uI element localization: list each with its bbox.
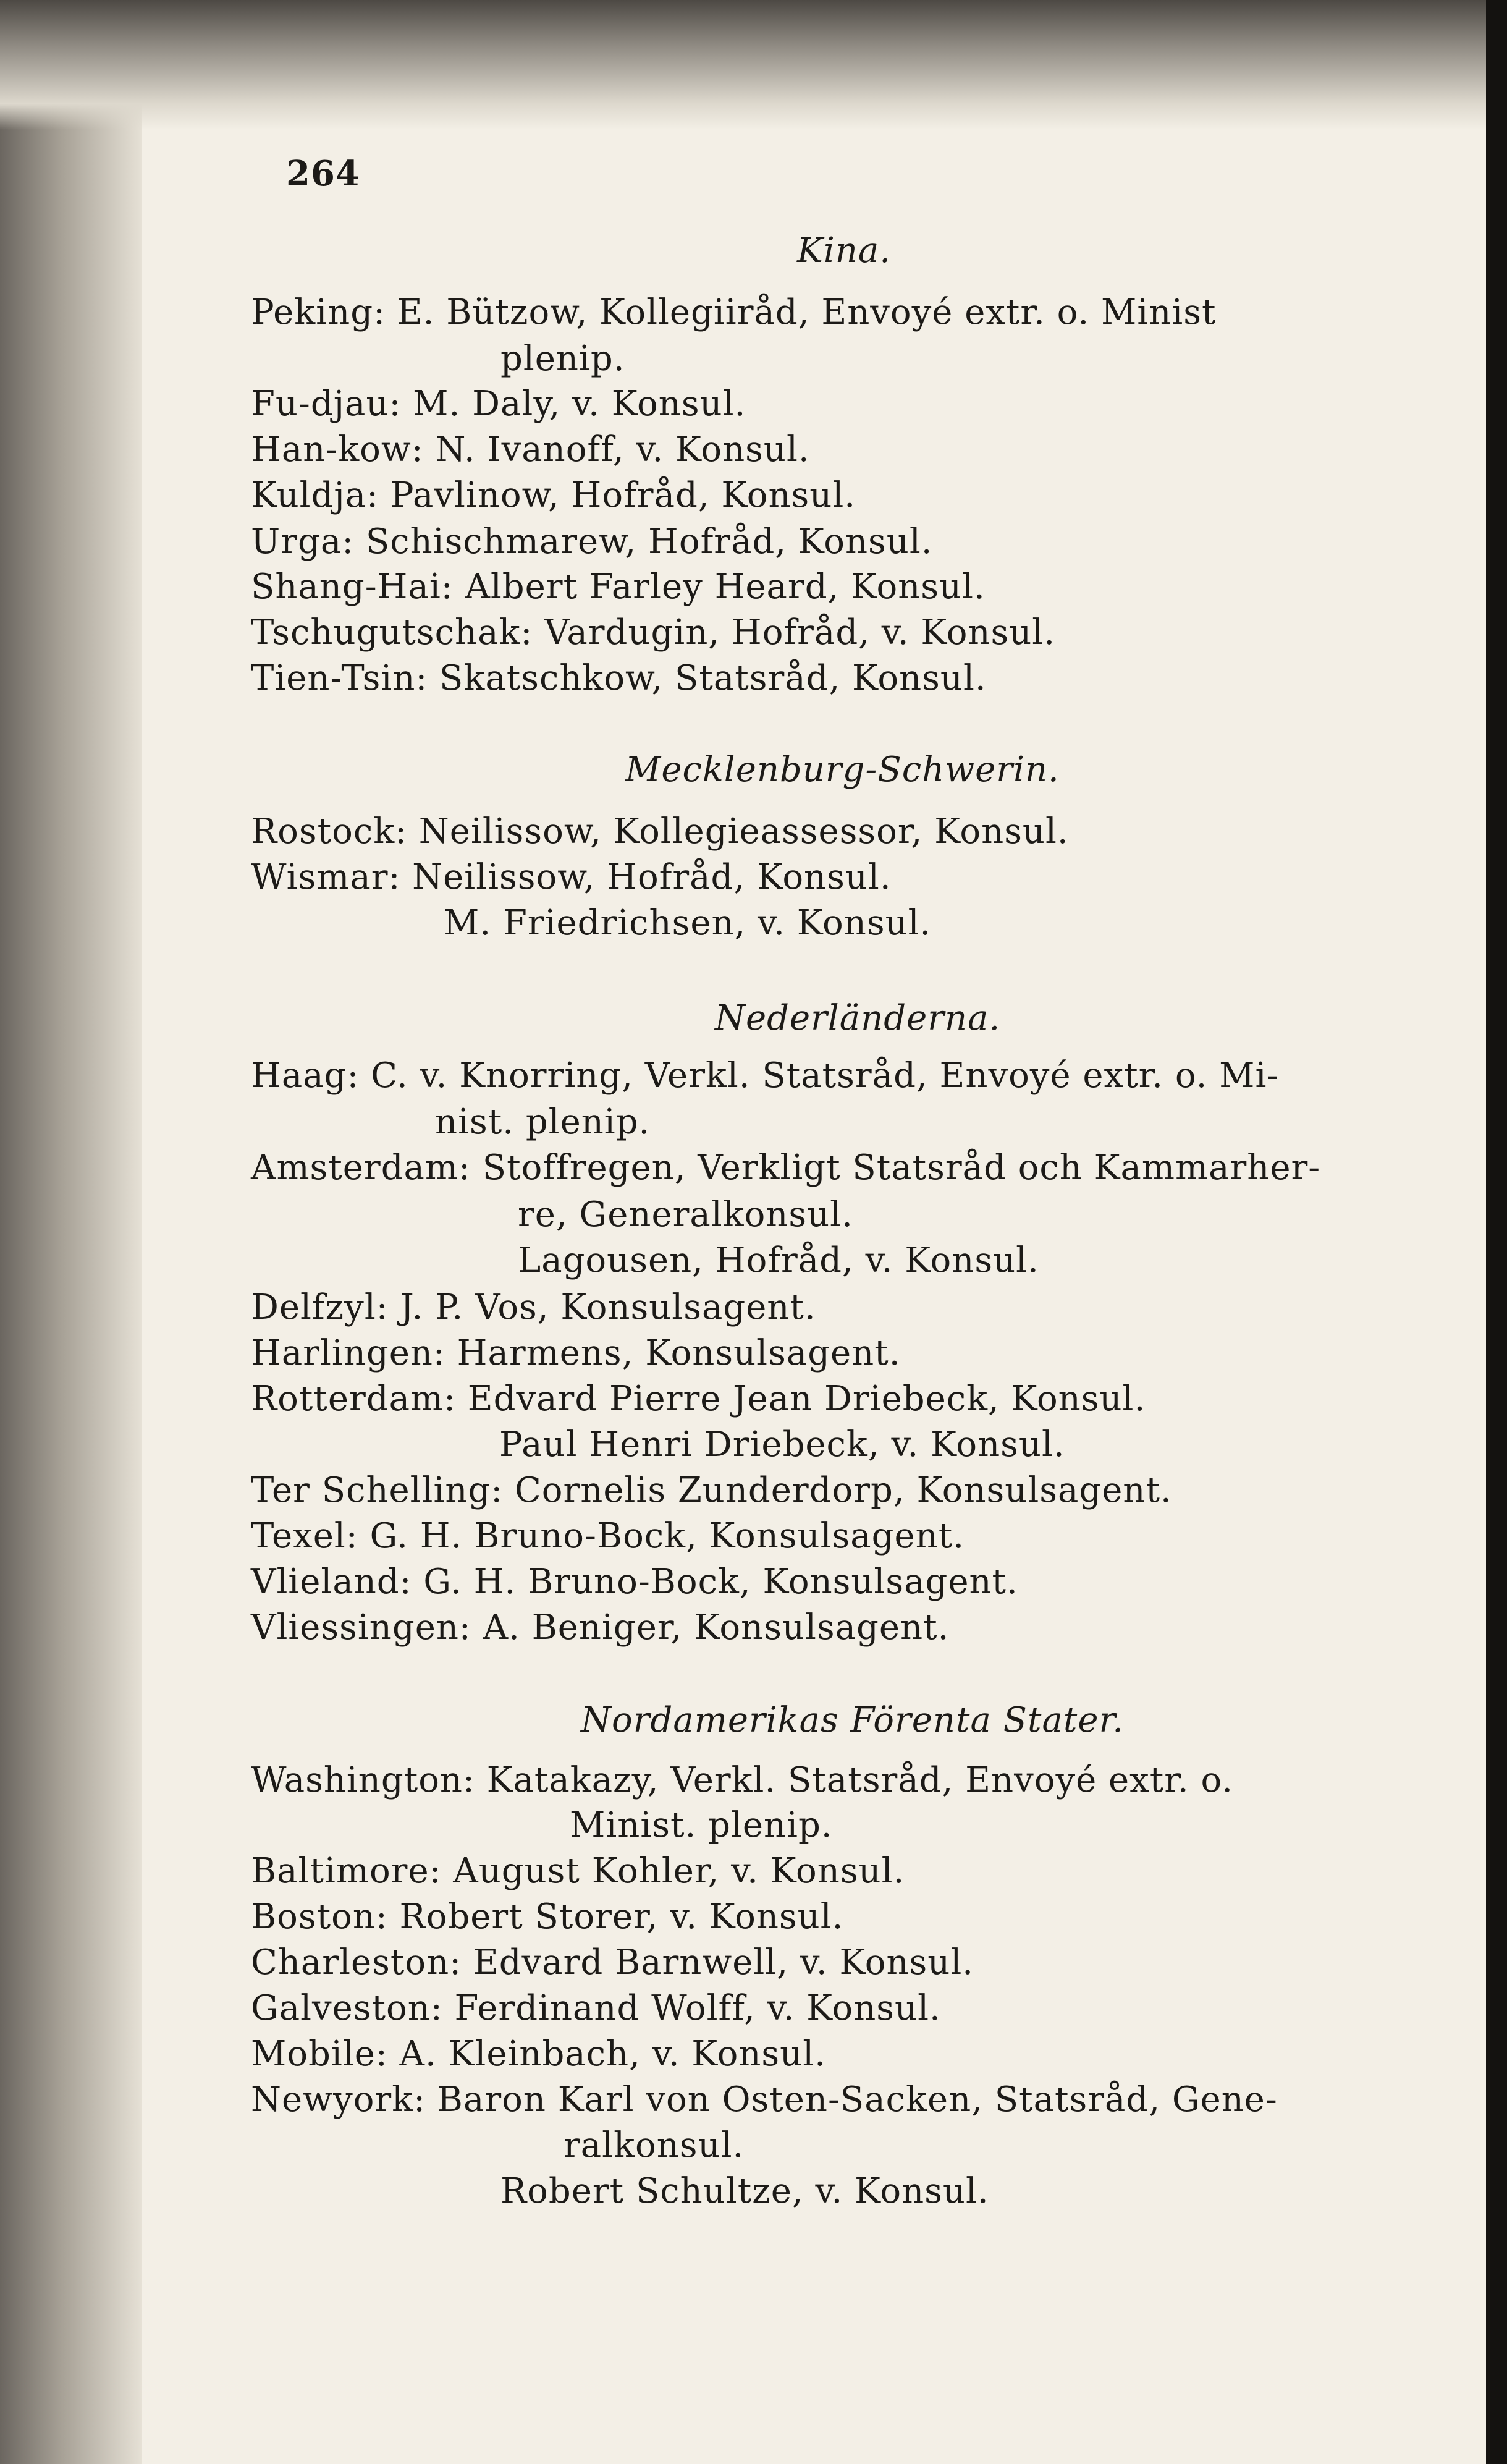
entry-line: Baltimore: August Kohler, v. Konsul. (251, 1851, 905, 1891)
page-number: 264 (286, 153, 360, 194)
entry-line: Newyork: Baron Karl von Osten-Sacken, Statsråd, Gene- (251, 2080, 1278, 2120)
section-heading: Nederländerna. (715, 998, 1001, 1038)
entry-line: Charleston: Edvard Barnwell, v. Konsul. (251, 1942, 974, 1983)
entry-line: Texel: G. H. Bruno-Bock, Konsulsagent. (251, 1516, 965, 1556)
entry-line: M. Friedrichsen, v. Konsul. (444, 903, 932, 943)
entry-line: Fu-djau: M. Daly, v. Konsul. (251, 384, 746, 424)
entry-line: Robert Schultze, v. Konsul. (500, 2171, 989, 2211)
entry-line: Urga: Schischmarew, Hofråd, Konsul. (251, 522, 933, 562)
entry-line: plenip. (500, 339, 625, 379)
entry-line: Amsterdam: Stoffregen, Verkligt Statsråd och Kammarher- (251, 1148, 1321, 1188)
entry-line: nist. plenip. (435, 1102, 651, 1142)
entry-line: Shang-Hai: Albert Farley Heard, Konsul. (251, 567, 986, 607)
section-heading: Mecklenburg-Schwerin. (625, 750, 1060, 790)
entry-line: Tschugutschak: Vardugin, Hofråd, v. Konsul. (251, 612, 1055, 653)
entry-line: Peking: E. Bützow, Kollegiiråd, Envoyé extr. o. Minist (251, 292, 1217, 332)
entry-line: Washington: Katakazy, Verkl. Statsråd, Envoyé extr. o. (251, 1760, 1234, 1800)
entry-line: Vlieland: G. H. Bruno-Bock, Konsulsagent. (251, 1562, 1018, 1602)
entry-line: Boston: Robert Storer, v. Konsul. (251, 1897, 844, 1937)
entry-line: Rostock: Neilissow, Kollegieassessor, Konsul. (251, 811, 1069, 852)
entry-line: Harlingen: Harmens, Konsulsagent. (251, 1333, 901, 1373)
entry-line: Mobile: A. Kleinbach, v. Konsul. (251, 2034, 826, 2074)
entry-line: Delfzyl: J. P. Vos, Konsulsagent. (251, 1287, 816, 1327)
entry-line: Han-kow: N. Ivanoff, v. Konsul. (251, 430, 810, 470)
entry-line: Ter Schelling: Cornelis Zunderdorp, Konsulsagent. (251, 1470, 1172, 1510)
entry-line: Vliessingen: A. Beniger, Konsulsagent. (251, 1607, 950, 1648)
entry-line: Lagousen, Hofråd, v. Konsul. (518, 1240, 1039, 1281)
entry-line: Galveston: Ferdinand Wolff, v. Konsul. (251, 1988, 941, 2028)
entry-line: re, Generalkonsul. (518, 1195, 853, 1235)
entry-line: ralkonsul. (564, 2125, 745, 2166)
entry-line: Rotterdam: Edvard Pierre Jean Driebeck, Konsul. (251, 1379, 1146, 1419)
entry-line: Tien-Tsin: Skatschkow, Statsråd, Konsul. (251, 658, 987, 698)
section-heading: Kina. (797, 231, 891, 271)
section-heading: Nordamerikas Förenta Stater. (581, 1700, 1124, 1740)
entry-line: Minist. plenip. (570, 1805, 833, 1845)
entry-line: Kuldja: Pavlinow, Hofråd, Konsul. (251, 475, 856, 515)
entry-line: Wismar: Neilissow, Hofråd, Konsul. (251, 857, 892, 897)
entry-line: Haag: C. v. Knorring, Verkl. Statsråd, Envoyé extr. o. Mi- (251, 1056, 1280, 1096)
entry-line: Paul Henri Driebeck, v. Konsul. (499, 1425, 1065, 1465)
